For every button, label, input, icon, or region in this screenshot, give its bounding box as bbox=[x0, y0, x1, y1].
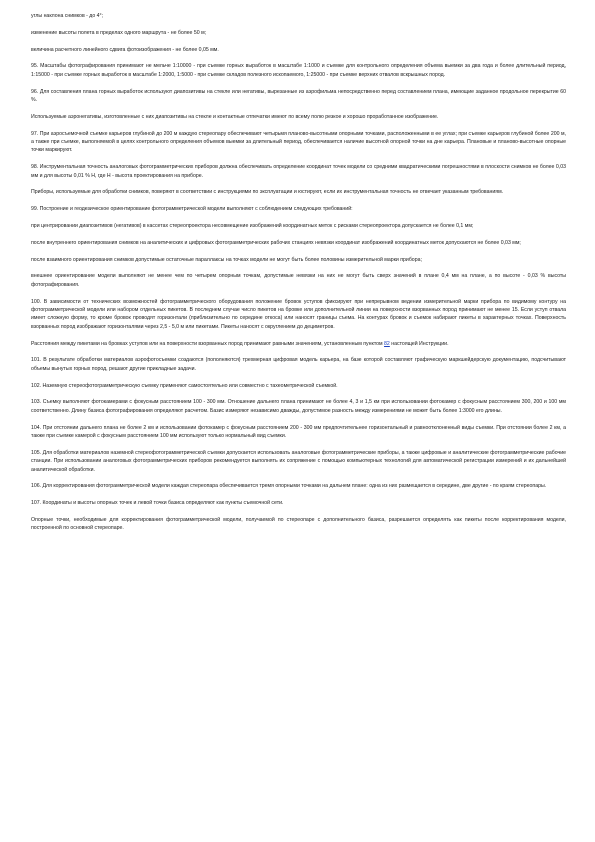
paragraph-101: 101. В результате обработки материалов аэрофотосъемки создаются (пополняются) трехмерная цифровая модель карьера, на базе которой составляют графическую маркшейдерскую документацию, подсчитывают объемы вынутых горных пород, решают другие прикладные задачи. bbox=[31, 357, 566, 372]
paragraph-95: 95. Масштабы фотографирования принимают не мельче 1:10000 - при съемке горных выработок в масштабе 1:1000 и съемке для контрольного определения объема выемки за два года и более длительный период, 1:15000 - при съемке горных выработок в масштабе 1:2000, 1:5000 - при съемке складов полезного ископаемого, 1:25000 - при съемке верхних отвалов вскрышных пород. bbox=[31, 63, 566, 78]
paragraph-99-relative: после взаимного ориентирования снимков допустимые остаточные параллаксы на точках модели не могут быть более половины измерительной марки прибора; bbox=[31, 256, 422, 263]
paragraph-107: 107. Координаты и высоты опорных точек и левой точки базиса определяют как пункты съемочной сети. bbox=[31, 500, 284, 507]
clause-82-link[interactable]: 82 bbox=[384, 340, 390, 347]
paragraph-99-interior: после внутреннего ориентирования снимков на аналитических и цифровых фотограмметрических рабочих станциях невязки координат изображений координатных меток допускаются не более 0,03 мм; bbox=[31, 239, 521, 246]
paragraph-99: 99. Построение и геодезическое ориентирование фотограмметрической модели выполняют с соблюдением следующих требований: bbox=[31, 206, 353, 213]
paragraph-98: 98. Инструментальная точность аналоговых фотограмметрических приборов должна обеспечивать определение координат точек модели со средними квадратическими погрешностями в плоскости снимков не более 0,03 мм и для высоты 0,01 % H, где H - высота проектирования на приборе. bbox=[31, 164, 566, 179]
paragraph-99-exterior: внешнее ориентирование модели выполняют не менее чем по четырем опорным точкам, допустимые невязки на них не могут быть сверх значений в плане 0,4 мм на плане, а по высоте - 0,03 % высоты фотографирования. bbox=[31, 273, 566, 288]
paragraph-103: 103. Съемку выполняют фотокамерами с фокусным расстоянием 100 - 300 мм. Отношение дальнего плана принимают не более 4, 3 и 1,5 км при использовании фотокамер с фокусным расстоянием 300, 200 и 100 мм соответственно. Длину базиса фотографирования определяют расчетом. Базис измеряют независимо дважды, допустимое разность между измерениями не может быть более 1:3000 его длины. bbox=[31, 399, 566, 414]
paragraph-97: 97. При аэросъемочной съемке карьеров глубиной до 200 м каждую стереопару обеспечивают четырьмя планово-высотными опорными точками, расположенными в ее углах; при съемке карьеров глубиной более 200 м, а также при съемке, выполняемой в целях контрольного определения объемов выемки за длительный период, обеспечивается наличие высотной опорной точки на дне карьера. Плановые и планово-высотные опорные точки маркируют. bbox=[31, 130, 566, 154]
paragraph-107-note: Опорные точки, необходимые для корректирования фотограмметрической модели, получаемой по стереопаре с дополнительного базиса, разрешается определять как пикеты после корректирования модели, построенной по основной стереопаре. bbox=[31, 517, 566, 532]
paragraph-105: 105. Для обработки материалов наземной стереофотограмметрической съемки допускается использовать аналоговые фотограмметрические приборы, а также цифровые и аналитические фотограмметрические рабочие станции. При использовании аналоговых фотограмметрических приборов рекомендуется выполнять их сопряжение с помощью компьютерных технологий для автоматической регистрации измерений и их дальнейшей аналитической обработки. bbox=[31, 449, 566, 473]
paragraph-tilt-angle: углы наклона снимков - до 4°; bbox=[31, 13, 104, 19]
paragraph-100: 100. В зависимости от технических возможностей фотограмметрического оборудования положение бровок уступов фиксируют при непрерывном ведении измерительной марки прибора по видимому контуру на фотограмметрической модели или набором отдельных пикетов. В последнем случае число пикетов на бровке или дополнительной линии на поверхности взорванных пород принимают не менее 15. Если уступ отвала имеет сложную форму, то кроме бровок проводят горизонтали (приблизительно по середине откоса) или наносят границы съема. На контурах бровок и съемок набирают пикеты в характерных точках. Поверхность взорванных пород изображают горизонталями через 2,5 - 5,0 м или пикетами. Пикеты наносят с округлением до дециметров. bbox=[31, 298, 566, 330]
paragraph-96: 96. Для составления плана горных выработок используют диапозитивы на стекле или негативы, вырезанные из аэрофильма непосредственно перед составлением плана, имеющие заданное продольное перекрытие 60 %. bbox=[31, 88, 566, 103]
document-page bbox=[31, 12, 566, 541]
paragraph-100-distances-text: Расстояния между пикетами на бровках уступов или на поверхности взорванных пород принимают равными значениям, установленным пунктом bbox=[31, 340, 385, 347]
paragraph-96-note: Используемые аэронегативы, изготовленные с них диапозитивы на стекле и контактные отпечатки имеют по всему полю резкое и хорошо проработанное изображение. bbox=[31, 113, 439, 120]
paragraph-100-distances bbox=[31, 340, 566, 348]
paragraph-altitude-change: изменение высоты полета в пределах одного маршрута - не более 50 м; bbox=[31, 29, 207, 36]
paragraph-102: 102. Наземную стереофотограмметрическую съемку применяют самостоятельно или совместно с тахеометрической съемкой. bbox=[31, 382, 338, 389]
paragraph-100-distances-tail: настоящей Инструкции. bbox=[389, 340, 449, 347]
paragraph-linear-shift: величина расчетного линейного сдвига фотоизображения - не более 0,05 мм. bbox=[31, 46, 219, 53]
paragraph-98-note: Приборы, используемые для обработки снимков, поверяют в соответствии с инструкциями по эксплуатации и юстируют, если их инструментальная точность не отвечает указанным требованиям. bbox=[31, 189, 504, 196]
paragraph-104: 104. При отстоянии дальнего плана не более 2 км и использовании фотокамер с фокусным расстоянием 200 - 300 мм предпочтительнее горизонтальный и равноотклоненный виды съемки. При отстоянии более 2 км, а также при съемке камерой с фокусным расстоянием 100 мм используют только нормальный вид съемки. bbox=[31, 424, 566, 440]
paragraph-106: 106. Для корректирования фотограмметрической модели каждая стереопара обеспечивается тремя опорными точками на дальнем плане: одна из них размещается в середине, две другие - по краям стереопары. bbox=[31, 483, 547, 490]
paragraph-99-centering: при центрировании диапозитивов (негативов) в кассетах стереопроектора несовмещение изображений координатных меток с рисками стереопроектора допускается не более 0,1 мм; bbox=[31, 223, 474, 229]
